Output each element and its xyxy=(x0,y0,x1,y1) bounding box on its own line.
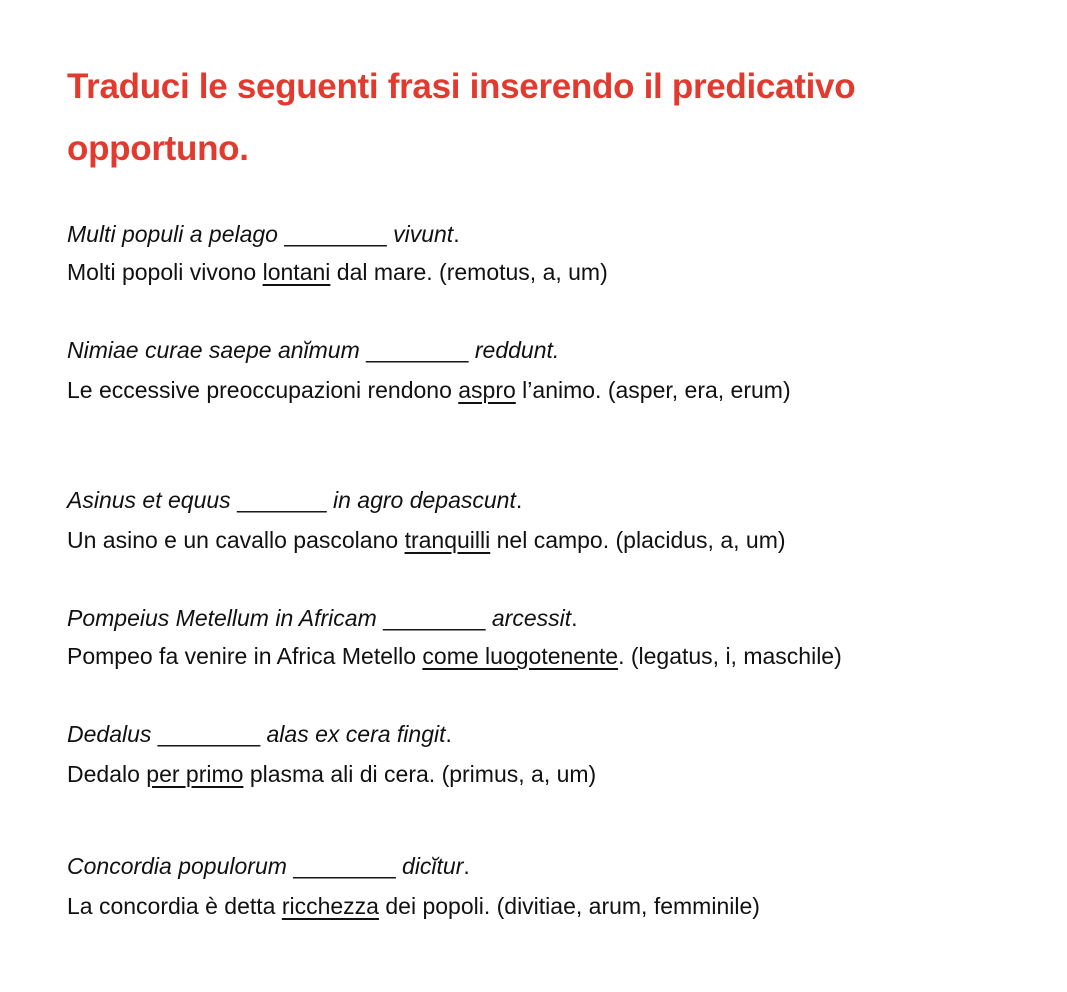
latin-sentence-5 xyxy=(67,719,452,749)
italian-translation-5 xyxy=(67,759,596,789)
latin-punctuation: . xyxy=(571,605,578,631)
underlined-predicative: tranquilli xyxy=(404,527,491,553)
latin-text: Multi populi a pelago xyxy=(67,221,285,247)
underlined-predicative: come luogotenente xyxy=(422,643,619,669)
latin-text: arcessit xyxy=(485,605,572,631)
translation-text: . (legatus, i, maschile) xyxy=(618,643,842,669)
latin-sentence-2 xyxy=(67,335,559,365)
answer-blank[interactable]: ________ xyxy=(366,337,469,363)
italian-translation-6 xyxy=(67,891,760,921)
answer-blank[interactable]: ________ xyxy=(383,605,486,631)
italian-translation-3 xyxy=(67,525,786,555)
latin-text: Nimiae curae saepe anĭmum xyxy=(67,337,367,363)
latin-punctuation: . xyxy=(515,487,523,513)
underlined-predicative: ricchezza xyxy=(281,893,379,919)
latin-sentence-4 xyxy=(67,603,578,633)
underlined-predicative: per primo xyxy=(146,761,244,787)
translation-text: dei popoli. (divitiae, arum, femminile) xyxy=(378,893,760,919)
latin-sentence-6 xyxy=(67,851,470,881)
latin-sentence-1 xyxy=(67,219,460,249)
translation-text: Dedalo xyxy=(67,761,147,787)
italian-translation-2 xyxy=(67,375,791,405)
translation-text: nel campo. (placidus, a, um) xyxy=(490,527,786,553)
latin-punctuation: . xyxy=(453,221,460,247)
latin-text: vivunt xyxy=(386,221,454,247)
latin-text: Concordia populorum xyxy=(67,853,294,879)
translation-text: Le eccessive preoccupazioni rendono xyxy=(67,377,459,403)
underlined-predicative: aspro xyxy=(458,377,516,403)
answer-blank[interactable]: _______ xyxy=(237,487,327,513)
translation-text: dal mare. (remotus, a, um) xyxy=(330,259,608,285)
translation-text: Un asino e un cavallo pascolano xyxy=(67,527,405,553)
answer-blank[interactable]: ________ xyxy=(293,853,396,879)
underlined-predicative: lontani xyxy=(262,259,331,285)
translation-text: La concordia è detta xyxy=(67,893,282,919)
answer-blank[interactable]: ________ xyxy=(284,221,387,247)
latin-text: reddunt. xyxy=(468,337,560,363)
latin-text: alas ex cera fingit xyxy=(260,721,446,747)
latin-punctuation: . xyxy=(463,853,470,879)
page-title: Traduci le seguenti frasi inserendo il predicativo opportuno. xyxy=(67,67,856,168)
answer-blank[interactable]: ________ xyxy=(157,721,261,747)
latin-text: Dedalus xyxy=(67,721,158,747)
translation-text: l’animo. (asper, era, erum) xyxy=(515,377,791,403)
latin-sentence-3 xyxy=(67,485,522,515)
italian-translation-1 xyxy=(67,257,608,287)
italian-translation-4 xyxy=(67,641,842,671)
translation-text: Molti popoli vivono xyxy=(67,259,263,285)
latin-text: Pompeius Metellum in Africam xyxy=(67,605,384,631)
translation-text: plasma ali di cera. (primus, a, um) xyxy=(243,761,597,787)
latin-punctuation: . xyxy=(445,721,452,747)
latin-text: in agro depascunt xyxy=(326,487,516,513)
latin-text: Asinus et equus xyxy=(67,487,238,513)
translation-text: Pompeo fa venire in Africa Metello xyxy=(67,643,423,669)
latin-text: dicĭtur xyxy=(395,853,464,879)
